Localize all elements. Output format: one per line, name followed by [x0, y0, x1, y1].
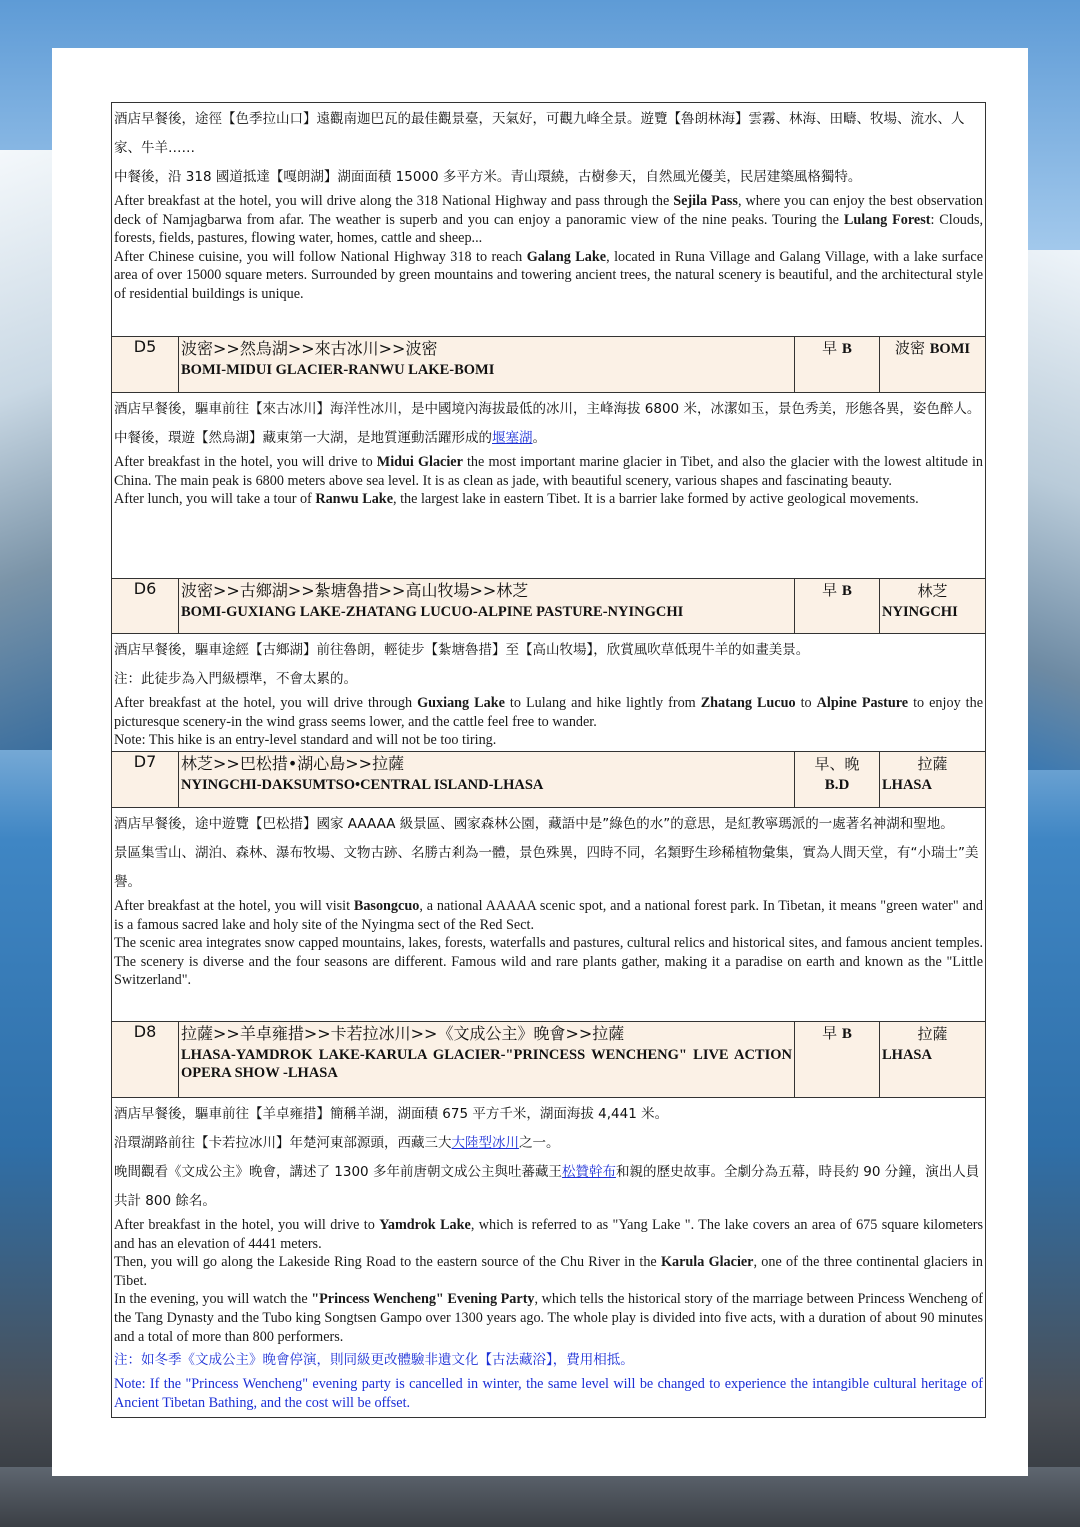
day8-route-zh: 拉薩>>羊卓雍措>>卡若拉冰川>>《文成公主》晚會>>拉薩 — [181, 1024, 625, 1043]
day7-zh-para1: 酒店早餐後，途中遊覽【巴松措】國家 AAAAA 級景區、國家森林公園，藏語中是”綠色的水”的意思，是紅教寧瑪派的一處著名神湖和聖地。 — [114, 816, 954, 832]
day8-en-para3: In the evening, you will watch the "Princess Wencheng" Evening Party, which tells the historical story of the marriage between Princess Wencheng of the Tang Dynasty and the Tubo king Songtsen Gampo over 1300 years ago. The whole play is divided into five acts, with a duration of about 90 minutes and a total of more than 800 performers. — [114, 1291, 984, 1345]
day8-note-zh: 注：如冬季《文成公主》晚會停演，則同級更改體驗非遺文化【古法藏浴】，費用相抵。 — [114, 1352, 634, 1369]
day7-en-para1: After breakfast at the hotel, you will visit Basongcuo, a national AAAAA scenic spot, and a national forest park. In Tibetan, it means "green water" and is a famous sacred lake and holy site of the Nyingma sect of the Red Sect. — [114, 898, 984, 933]
barrier-lake-link[interactable]: 堰塞湖 — [492, 430, 533, 446]
day6-en-para2: Note: This hike is an entry-level standard and will not be too tiring. — [114, 732, 497, 749]
day5-meals: 早 B — [795, 337, 880, 393]
day7-route — [179, 752, 795, 808]
day7-header-row — [112, 752, 986, 808]
day6-route-en: BOMI-GUXIANG LAKE-ZHATANG LUCUO-ALPINE PASTURE-NYINGCHI — [181, 604, 684, 620]
day7-description-row — [112, 808, 986, 1022]
continental-glacier-link[interactable]: 大陸型冰川 — [451, 1135, 519, 1151]
day5-route — [179, 337, 795, 393]
day7-route-zh: 林芝>>巴松措•湖心島>>拉薩 — [181, 754, 405, 773]
day5-route-zh: 波密>>然烏湖>>來古冰川>>波密 — [181, 339, 438, 358]
day6-description-row — [112, 634, 986, 752]
day6-label: D6 — [112, 579, 179, 634]
day7-en-para2: The scenic area integrates snow capped mountains, lakes, forests, waterfalls and pastures, cultural relics and historical sites, and famous ancient temples. The scenery is diverse and the four seasons are different. Famous wild and rare plants gather, making it a paradise on earth and known as the "Little Switzerland". — [114, 935, 984, 989]
day6-route — [179, 579, 795, 634]
day6-hotel: 林芝 NYINGCHI — [880, 579, 986, 634]
day5-en-para2: After lunch, you will take a tour of Ranwu Lake, the largest lake in eastern Tibet. It is a barrier lake formed by active geological movements. — [114, 491, 919, 508]
day7-label: D7 — [112, 752, 179, 808]
day4-zh-para1: 酒店早餐後，途徑【色季拉山口】遠觀南迦巴瓦的最佳觀景臺，天氣好，可觀九峰全景。遊覽【魯朗林海】雲霧、林海、田疇、牧場、流水、人家、牛羊…… — [114, 111, 965, 156]
day5-zh-para2: 中餐後，環遊【然烏湖】藏東第一大湖，是地質運動活躍形成的堰塞湖。 — [114, 430, 546, 446]
day7-zh-para2: 景區集雪山、湖泊、森林、瀑布牧場、文物古跡、名勝古剎為一體，景色殊異，四時不同，名類野生珍稀植物彙集，實為人間天堂，有“小瑞士”美譽。 — [114, 845, 979, 890]
day6-meals: 早 B — [795, 579, 880, 634]
day5-route-en: BOMI-MIDUI GLACIER-RANWU LAKE-BOMI — [181, 362, 495, 378]
day8-route — [179, 1022, 795, 1098]
day4-zh-para2: 中餐後，沿 318 國道抵達【嘎朗湖】湖面面積 15000 多平方米。青山環繞，古樹參天，自然風光優美，民居建築風格獨特。 — [114, 169, 862, 185]
day8-label: D8 — [112, 1022, 179, 1098]
day7-route-en: NYINGCHI-DAKSUMTSO•CENTRAL ISLAND-LHASA — [181, 777, 544, 793]
day6-en-para1: After breakfast at the hotel, you will drive through Guxiang Lake to Lulang and hike lightly from Zhatang Lucuo to Alpine Pasture to enjoy the picturesque scenery-in the wind grass seems lower, and the cattle feel free to wander. — [114, 695, 983, 730]
day8-description-row — [112, 1098, 986, 1418]
day5-en-para1: After breakfast in the hotel, you will drive to Midui Glacier the most important marine glacier in Tibet, and also the glacier with the lowest altitude in China. The main peak is 6800 meters above sea level. It is as clean as jade, with beautiful scenery, various shapes and fascinating beauty. — [114, 454, 984, 489]
background-rocks — [0, 1467, 1080, 1527]
day8-zh-para2: 沿環湖路前往【卡若拉冰川】年楚河東部源頭，西藏三大大陸型冰川之一。 — [114, 1135, 560, 1151]
songtsen-gampo-link[interactable]: 松贊幹布 — [561, 1164, 616, 1180]
day8-route-en: LHASA-YAMDROK LAKE-KARULA GLACIER-"PRINCESS WENCHENG" LIVE ACTION OPERA SHOW -LHASA — [181, 1047, 792, 1081]
day5-description-row — [112, 393, 986, 579]
day8-en-para1: After breakfast in the hotel, you will drive to Yamdrok Lake, which is referred to as "Yang Lake ". The lake covers an area of 675 square kilometers and has an elevation of 4441 meters. — [114, 1217, 984, 1252]
day4-en-para1: After breakfast at the hotel, you will drive along the 318 National Highway and pass through the Sejila Pass, where you can enjoy the best observation deck of Namjagbarwa from afar. The weather is superb and you can enjoy a panoramic view of the nine peaks. Touring the Lulang Forest: Clouds, forests, fields, pastures, flowing water, homes, cattle and sheep... — [114, 193, 984, 247]
itinerary-table — [111, 102, 986, 1418]
day8-meals: 早 B — [795, 1022, 880, 1098]
day8-en-para2: Then, you will go along the Lakeside Ring Road to the eastern source of the Chu River in the Karula Glacier, one of the three continental glaciers in Tibet. — [114, 1254, 983, 1289]
day8-header-row — [112, 1022, 986, 1098]
day5-zh-para1: 酒店早餐後，驅車前往【來古冰川】海洋性冰川，是中國境內海拔最低的冰川，主峰海拔 6800 米，冰潔如玉，景色秀美，形態各異，姿色醉人。 — [114, 401, 981, 417]
day6-zh-para2: 注：此徒步為入門級標準，不會太累的。 — [114, 671, 357, 687]
background-mountain-right — [1020, 250, 1080, 770]
day8-zh-para1: 酒店早餐後，驅車前往【羊卓雍措】簡稱羊湖，湖面積 675 平方千米，湖面海拔 4,441 米。 — [114, 1106, 669, 1122]
day6-header-row — [112, 579, 986, 634]
day8-note-en: Note: If the "Princess Wencheng" evening party is cancelled in winter, the same level will be changed to experience the intangible cultural heritage of Ancient Tibetan Bathing, and the cost will be offset. — [114, 1376, 984, 1411]
day8-hotel: 拉薩 LHASA — [880, 1022, 986, 1098]
day5-label: D5 — [112, 337, 179, 393]
day4-en-para2: After Chinese cuisine, you will follow National Highway 318 to reach Galang Lake, located in Runa Village and Galang Village, with a lake surface area of over 15000 square meters. Surrounded by green mountains and towering ancient trees, the natural scenery is beautiful, and the architectural style of residential buildings is unique. — [114, 248, 984, 302]
day8-zh-para3: 晚間觀看《文成公主》晚會，講述了 1300 多年前唐朝文成公主與吐蕃藏王松贊幹布和親的歷史故事。全劇分為五幕，時長約 90 分鐘，演出人員共計 800 餘名。 — [114, 1164, 980, 1209]
background-mountain-left — [0, 150, 60, 750]
day5-header-row — [112, 337, 986, 393]
day7-hotel: 拉薩 LHASA — [880, 752, 986, 808]
day6-route-zh: 波密>>古鄉湖>>紮塘魯措>>高山牧場>>林芝 — [181, 581, 529, 600]
day4-description-row — [112, 103, 986, 337]
day7-meals: 早、晚 B.D — [795, 752, 880, 808]
day5-hotel: 波密 BOMI — [880, 337, 986, 393]
day6-zh-para1: 酒店早餐後，驅車途經【古鄉湖】前往魯朗，輕徒步【紮塘魯措】至【高山牧場】，欣賞風吹草低現牛羊的如畫美景。 — [114, 642, 810, 658]
